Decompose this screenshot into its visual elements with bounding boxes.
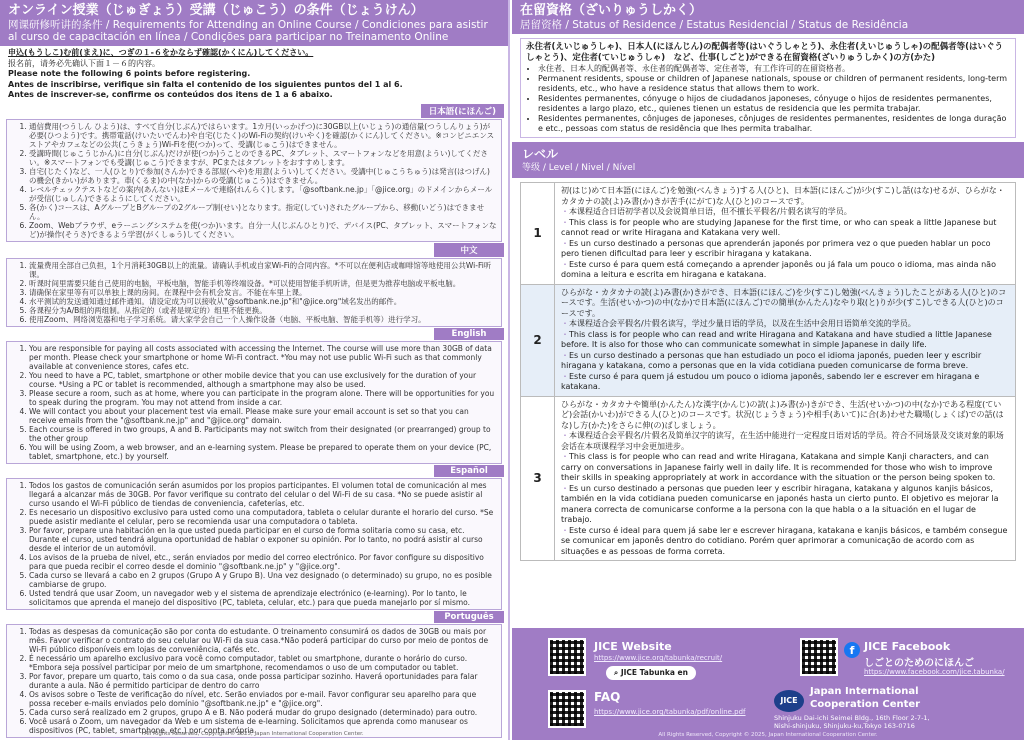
requirement-sections	[0, 104, 508, 738]
requirement-item: 6. Zoom、Webブラウザ、eラーニングシステムを使(つか)います。自分一人(じぶんひとり)で、デバイス(PC、タブレット、スマートフォンなど)が操作(そうさ)できるよう学習(がくしゅう)してください。	[29, 221, 497, 239]
requirement-item: 1. 通信費用(つうしん ひよう)は、すべて自分(じぶん)ではらいます。1カ月(いっかげつ)に30GB以上(いじょう)の通信量(つうしんりょう)が必要(ひつよう)です。携帯電話(けいたいでんわ)や自宅(じたく)のWi-Fiの契約(けいやく)を確認(かくにん)してください。※コンビニエンスストアやカフェなどの公共(こうきょう)Wi-Fiを使(つか)って、受講(じゅこう)はできません。	[29, 122, 497, 149]
level-number: 3	[521, 396, 555, 561]
intro-line: 申込(もうしこ)む前(まえ)に、つぎの１-６をかならず確認(かくにん)してください。	[8, 48, 314, 57]
status-title: 在留資格（ざいりゅうしかく）	[520, 3, 703, 18]
facebook-qr-code[interactable]	[800, 638, 838, 676]
requirements-box	[6, 258, 502, 327]
status-item: • 永住者、日本人的配偶者等、永住者的配偶者等、定住者等，有工作许可的在留资格者。	[538, 64, 1010, 74]
level-row	[521, 284, 1016, 396]
requirements-list	[11, 344, 497, 461]
requirements-box	[6, 624, 502, 738]
level-header	[512, 142, 1024, 178]
level-translation-list	[561, 319, 1009, 393]
facebook-icon: f	[844, 642, 860, 658]
website-link[interactable]: https://www.jice.org/tabunka/recruit/	[594, 654, 723, 662]
level-row	[521, 396, 1016, 561]
intro-line: Antes de inscrever-se, confirme os conteúdos dos itens de 1 a 6 abaixo.	[8, 90, 333, 99]
level-row	[521, 183, 1016, 285]
website-title: JICE Website	[594, 640, 672, 653]
intro-line: 报名前，请务必先确认下面１－６的内容。	[8, 58, 160, 68]
level-translation: ・ This class is for people who can read and write Hiragana and Katakana and have studied a little Japanese before. It is also for those who can communicate somewhat in simple Japanese in daily life.	[561, 330, 1009, 351]
org-address-line1: Shinjuku Dai-ichi Seimei Bldg., 16th Floor 2-7-1,	[774, 714, 930, 722]
requirement-item: 2. Es necesario un dispositivo exclusivo para usted como una computadora, tableta o celular durante el horario del curso. *Se puede asistir mediante el celular, pero se recomienda usar una computadora o tableta.	[29, 508, 497, 526]
language-label: Português	[434, 611, 504, 623]
requirement-item: 3. Please secure a room, such as at home, where you can participate in the program alone. There will be opportunities for you to speak during the program. You may not attend from inside a car.	[29, 389, 497, 407]
facebook-link[interactable]: https://www.facebook.com/jice.tabunka/	[864, 668, 1005, 676]
requirement-item: 4. レベルチェックテストなどの案内(あんない)はEメールで連絡(れんらく)します。「@softbank.ne.jp」「@jice.org」のドメインからメールが受信(じゅしん)できるようにしてください。	[29, 185, 497, 203]
level-description	[555, 284, 1016, 396]
level-subtitle: 等级 / Level / Nivel / Nível	[522, 163, 636, 173]
requirement-item: 1. You are responsible for paying all costs associated with accessing the Internet. The course will use more than 30GB of data per month. Please check your smartphone or home Wi-Fi contract. *You may not use public Wi-Fi such as that commonly available at convenience stores, cafes etc.	[29, 344, 497, 371]
requirement-item: 3. Por favor, prepare una habitación en la que usted pueda participar en el curso de forma solitaria como su casa, etc. Durante el curso, usted tendrá alguna oportunidad de hablar o exponer su opinión. Por lo tanto, no podrá asistir al curso desde el interior de un automóvil.	[29, 526, 497, 553]
intro-line: Please note the following 6 points before registering.	[8, 69, 251, 78]
level-translation: ・ 本课程适合日语初学者以及会说简单日语，但不擅长平假名/片假名读写的学员。	[561, 207, 1009, 218]
intro-notes	[0, 46, 508, 103]
level-title: レベル	[522, 147, 559, 161]
requirement-item: 5. Cada curso se llevará a cabo en 2 grupos (Grupo A y Grupo B). Una vez designado (o determinado) su grupo, no es posible cambiarse de grupo.	[29, 571, 497, 589]
contact-area	[512, 628, 1024, 740]
level-table	[520, 182, 1016, 561]
requirements-box	[6, 341, 502, 464]
level-translation: ・ Este curso é para quem está começando a aprender japonês ou já fala um pouco o idioma, mas ainda não domina a leitura e escrita em hiragana e katakana.	[561, 260, 1009, 281]
status-box	[520, 38, 1016, 138]
requirement-item: 6. You will be using Zoom, a web browser, and an e-learning system. Please be prepared to operate them on your device (PC, tablet, smartphone, etc.) by yourself.	[29, 443, 497, 461]
level-number: 2	[521, 284, 555, 396]
requirement-item: 4. Los avisos de la prueba de nivel, etc., serán enviados por medio del correo electrónico. Por favor configure su dispositivo para que pueda recibir el correo desde el dominio "@softbank.ne.jp" y "@jice.org".	[29, 553, 497, 571]
status-item: • Residentes permanentes, cónyuge o hijos de ciudadanos japoneses, cónyuge o hijos de residentes permanentes, residentes a largo plazo, etc., quienes tienen un estatus de residencia que les permita trabajar.	[538, 94, 1010, 114]
requirement-item: 5. Each course is offered in two groups, A and B. Participants may not switch from their designated (or prearranged) group to the other group	[29, 425, 497, 443]
facebook-title: JICE Facebook	[864, 640, 951, 653]
page-subtitle: 网课研修听讲的条件 / Requirements for Attending an Online Course / Condiciones para asistir al curso de capacitación en línea / Condições para participar no Treinamento Online	[8, 19, 488, 43]
language-label: 日本語(にほんご)	[421, 104, 504, 118]
faq-link[interactable]: https://www.jice.org/tabunka/pdf/online.pdf	[594, 708, 746, 716]
left-panel	[0, 0, 510, 740]
level-translation: ・ Este curso é ideal para quem já sabe ler e escrever hiragana, katakana e kanjis básicos, e também consegue se comunicar em japonês dentro do cotidiano. Porém quer aprimorar a comunicação de acordo com as situações e as pessoas de forma correta.	[561, 526, 1009, 558]
requirement-item: 6. Você usará o Zoom, um navegador da Web e um sistema de e-learning. Solicitamos que aprenda como manusear os dispositivos (PC, tablet, smartphone, etc.) por conta própria.	[29, 717, 497, 735]
website-search-button[interactable]	[606, 666, 696, 680]
jice-logo: JICE	[774, 690, 804, 712]
level-translation: ・ This class is for people who can read and write Hiragana, Katakana and simple Kanji characters, and can carry on conversations in Japanese fairly well in daily life. It is recommended for those who wish to improve their skills in speaking appropriately at work in accordance with the situation or the person being spoken to.	[561, 452, 1009, 484]
intro-line: Antes de inscribirse, verifique sin falta el contenido de los siguientes puntos del 1 al 6.	[8, 79, 403, 89]
requirement-item: 1. Todas as despesas da comunicação são por conta do estudante. O treinamento consumirá os dados de 30GB ou mais por mês. Favor verificar o contrato do seu celular ou Wi-Fi da sua casa.*Não poderá participar do curso por meio de pontos de Wi-Fi público disponíveis em lojas de conveniência, cafés etc.	[29, 627, 497, 654]
requirement-item: 2. You need to have a PC, tablet, smartphone or other mobile device that you can use exclusively for the duration of your course. *Using a PC or tablet is recommended, although a smartphone may also be used.	[29, 371, 497, 389]
requirements-box	[6, 478, 502, 610]
requirements-box	[6, 119, 502, 242]
language-label-bar	[4, 465, 504, 477]
language-label: English	[434, 328, 504, 340]
status-lead: 永住者(えいじゅうしゃ)、日本人(にほんじん)の配偶者等(はいぐうしゃとう)、永住者(えいじゅうしゃ)の配偶者等(はいぐうしゃとう)、定住者(ていじゅうしゃ) など、仕事(しごと)ができる在留資格(ざいりゅうしかく)の方(かた)	[526, 42, 1003, 63]
level-translation: ・ Es un curso destinado a personas que han estudiado un poco el idioma japonés, pueden leer y escribir hiragana y katakana, como a personas que en la vida cotidiana pueden comunicarse de forma breve.	[561, 351, 1009, 372]
language-label: 中文	[434, 243, 504, 257]
requirement-item: 3. 请确保在家里等有可以单独上课的房间。在课程中会有机会发言。不能在车里上课。	[29, 288, 497, 297]
requirements-list	[11, 261, 497, 324]
status-item: • Residentes permanentes, cônjuges de japoneses, cônjuges de residentes permanentes, residentes de longa duração e etc., pessoas com status de residência que lhes permita trabalhar.	[538, 114, 1010, 134]
level-japanese-text: ひらがな・カタカナや簡単(かんたん)な漢字(かんじ)の読(よ)み書(か)きができ、生活(せいかつ)の中(なか)である程度(ていど)会話(かいわ)ができる人(ひと)のコースです。状況(じょうきょう)や相手(あいて)に合(あ)わせた職場(しょくば)での話(はな)し方(かた)をさらに伸(の)ばしましょう。	[561, 399, 1004, 430]
language-label-bar	[4, 243, 504, 257]
level-japanese-text: 初(はじ)めて日本語(にほんご)を勉強(べんきょう)する人(ひと)、日本語(にほんご)が少(すこ)し話(はな)せるが、ひらがな・カタカナの読(よ)み書(か)きが苦手(にがて)な人(ひと)のコースです。	[561, 186, 1005, 206]
requirement-item: 1. 流量费用全部自己负担，1个月消耗30GB以上的流量。请确认手机或自家Wi-Fi的合同内容。*不可以在便利店或咖啡馆等地使用公共Wi-Fi听课。	[29, 261, 497, 279]
status-subtitle: 居留资格 / Status of Residence / Estatus Residencial / Status de Residência	[520, 19, 909, 31]
level-translation-list	[561, 207, 1009, 281]
level-translation: ・ Es un curso destinado a personas que pueden leer y escribir hiragana, katakana y algunos kanjis básicos, también en la vida cotidiana pueden comunicarse en japonés hasta un cierto punto. El objetivo es mejorar la manera correcta de comunicarse conforme a la persona con la que habla o a la situación en el lugar de trabajo.	[561, 484, 1009, 526]
faq-qr-code[interactable]	[548, 690, 586, 728]
requirement-item: 5. 各课程分为A/B组的两组制。从指定的（或者是规定的）组里不能更换。	[29, 306, 497, 315]
level-translation: ・ 本课程适合会平假名/片假名读写，学过少量日语的学员，以及在生活中会用日语简单交流的学员。	[561, 319, 1009, 330]
language-label-bar	[4, 611, 504, 623]
copyright-footer: All Rights Reserved, Copyright © 2025, Japan International Cooperation Center.	[144, 731, 364, 737]
requirement-item: 2. É necessário um aparelho exclusivo para você como computador, tablet ou smartphone, durante o horário do curso. *Embora seja possível participar por meio de um smartphone, recomendamos o uso de um computador ou tablet.	[29, 654, 497, 672]
requirement-item: 4. 水平测试的发送通知通过邮件通知。请设定成为可以接收从"@softbank.ne.jp"和"@jice.org"域名发出的邮件。	[29, 297, 497, 306]
level-translation-list	[561, 431, 1009, 557]
copyright-footer: All Rights Reserved, Copyright © 2025, Japan International Cooperation Center.	[658, 732, 878, 738]
requirement-item: 5. 各(かく)コースは、AグループとBグループの2グループ制(せい)となります。指定(してい)されたグループから、移動(いどう)はできません。	[29, 203, 497, 221]
org-name-line1: Japan International	[810, 686, 919, 697]
requirement-item: 6. 使用Zoom、网络浏览器和电子学习系统。请大家学会自己一个人操作设备（电脑、平板电脑、智能手机等）进行学习。	[29, 315, 497, 324]
requirement-item: 2. 听课时间里需要只能自己使用的电脑，平板电脑，智能手机等终端设备。*可以使用智能手机听讲，但是更为推荐电脑或平板电脑。	[29, 279, 497, 288]
requirement-item: 2. 受講時間(じゅこうじかん)に自分(じぶん)だけが使(つか)うことのできるPC、タブレット、スマートフォンなどを用意(ようい)してください。※スマートフォンでも受講(じゅこう)できますが、PCまたはタブレットをおすすめします。	[29, 149, 497, 167]
requirement-item: 4. We will contact you about your placement test via email. Please make sure your email account is set so that you can receive emails from the "@softbank.ne.jp" and "@jice.org" domain.	[29, 407, 497, 425]
requirement-item: 3. 自宅(じたく)など、一人(ひとり)で参加(さんか)できる部屋(へや)を用意(ようい)してください。受講中(じゅこうちゅう)は発言(はつげん)の機会(きかい)があります。車(くるま)の中(なか)からの受講(じゅこう)はできません。	[29, 167, 497, 185]
level-description	[555, 183, 1016, 285]
website-qr-code[interactable]	[548, 638, 586, 676]
requirement-item: 6. Usted tendrá que usar Zoom, un navegador web y el sistema de aprendizaje electrónico (e-learning). Por lo tanto, le solicitamos que aprenda el manejo del dispositivo (PC, tableta, celular, etc.) para que pueda manejarlo por sí mismo.	[29, 589, 497, 607]
level-description	[555, 396, 1016, 561]
requirement-item: 1. Todos los gastos de comunicación serán asumidos por los propios participantes. El volumen total de comunicación al mes llegará a alcanzar más de 30GB. Por favor verifique su contrato del celular o del Wi-Fi de su casa. *No se puede asistir al curso usando el Wi-Fi público de tiendas de conveniencia, cafeterías, etc.	[29, 481, 497, 508]
online-course-header	[0, 0, 508, 46]
requirement-item: 4. Os avisos sobre o Teste de verificação do nível, etc. Serão enviados por e-mail. Favor configurar seu aparelho para que possa receber e-mails enviados pelo domínio "@softbank.ne.jp" e "@jice.org".	[29, 690, 497, 708]
right-panel	[512, 0, 1024, 740]
status-item: • Permanent residents, spouse or children of Japanese nationals, spouse or children of permanent residents, long-term residents, etc., who have a residence status that allows them to work.	[538, 74, 1010, 94]
level-translation: ・ Este curso é para quem já estudou um pouco o idioma japonês, sabendo ler e escrever em hiragana e katakana.	[561, 372, 1009, 393]
org-name-line2: Cooperation Center	[810, 699, 921, 710]
faq-title: FAQ	[594, 690, 621, 704]
requirements-list	[11, 122, 497, 239]
requirements-list	[11, 627, 497, 735]
requirements-list	[11, 481, 497, 607]
search-icon: ⌕	[614, 668, 621, 677]
page-title: オンライン授業（じゅぎょう）受講（じゅこう）の条件（じょうけん）	[8, 3, 424, 18]
level-japanese-text: ひらがな・カタカナの読(よ)み書(か)きができ、日本語(にほんご)を少(すこ)し勉強(べんきょう)したことがある人(ひと)のコースです。生活(せいかつ)の中(なか)で日本語(にほんご)での簡単(かんたん)なやり取(と)りが少(すこ)しできる人(ひと)のコースです。	[561, 287, 1007, 318]
language-label: Español	[434, 465, 504, 477]
level-number: 1	[521, 183, 555, 285]
level-translation: ・ This class is for people who are studying Japanese for the first time, or who can speak a little Japanese but cannot read or write Hiragana and Katakana very well.	[561, 218, 1009, 239]
facebook-subtitle: しごとのためのにほんご	[864, 658, 974, 669]
requirement-item: 5. Cada curso será realizado em 2 grupos, grupo A e B. Não poderá mudar do grupo designado (determinado) para outro.	[29, 708, 497, 717]
status-header	[512, 0, 1024, 34]
language-label-bar	[4, 328, 504, 340]
language-label-bar	[4, 104, 504, 118]
level-translation: ・ Es un curso destinado a personas que aprenderán japonés por primera vez o que pueden hablar un poco pero tienen dificultad para leer y escribir hiragana y katakana.	[561, 239, 1009, 260]
org-address-line2: Nishi-shinjuku, Shinjuku-ku,Tokyo 163-0716	[774, 722, 915, 730]
requirement-item: 3. Por favor, prepare um quarto, tais como o da sua casa, onde possa participar sozinho. Haverá oportunidades para falar durante a aula. Não é permitido participar de dentro do carro	[29, 672, 497, 690]
level-translation: ・ 本课程适合会平假名/片假名及简单汉字的读写，在生活中能进行一定程度日语对话的学员。符合不同场景及交谈对象的职场会话在本项课程学习中会更加进步。	[561, 431, 1009, 452]
website-search-label: JICE Tabunka en	[620, 668, 688, 677]
